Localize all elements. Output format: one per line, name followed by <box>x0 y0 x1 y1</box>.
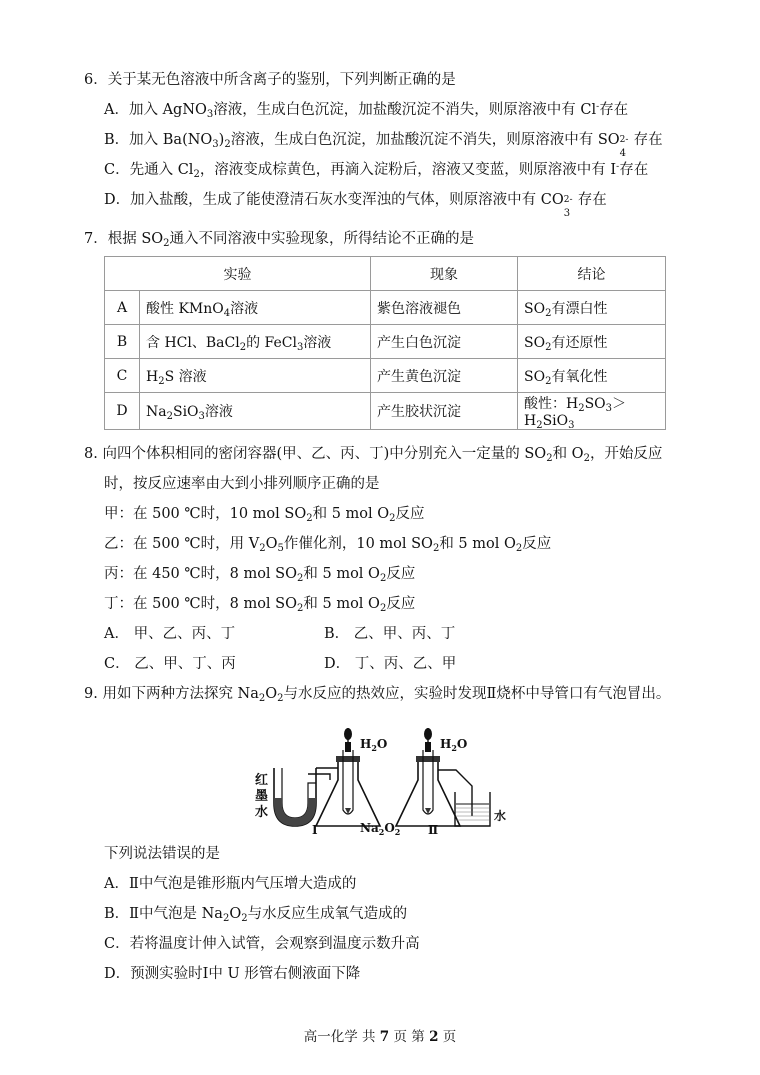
q9-sub-stem: 下列说法错误的是 <box>104 846 220 862</box>
h2o-label-1: $H_2O$ <box>360 737 388 753</box>
row-phenomenon: 产生白色沉淀 <box>371 325 518 359</box>
q9-option-b[interactable]: B．Ⅱ中气泡是 $Na_2O_2$与水反应生成氧气造成的 <box>104 906 408 924</box>
page-footer: 高一化学 共 7 页 第 2 页 <box>303 1029 457 1045</box>
row-conclusion: $SO_2$有漂白性 <box>518 291 666 325</box>
red-ink-label-3: 水 <box>255 805 269 820</box>
row-label: D <box>105 393 140 430</box>
label-ii: Ⅱ <box>428 823 439 837</box>
q8-case-bing: 丙：在 450 ℃时，8 mol $SO_2$和 5 mol $O_2$反应 <box>104 566 416 584</box>
q8-option-d[interactable]: D． 丁、丙、乙、甲 <box>324 656 457 672</box>
q8-option-b[interactable]: B． 乙、甲、丙、丁 <box>324 626 456 642</box>
row-phenomenon: 紫色溶液褪色 <box>371 291 518 325</box>
row-conclusion: 酸性：$H_2SO_3>H_2SiO_3$ <box>518 393 666 430</box>
q8-case-jia: 甲：在 500 ℃时，10 mol $SO_2$和 5 mol $O_2$反应 <box>104 506 425 524</box>
header-conclusion: 结论 <box>518 257 666 291</box>
row-experiment: 酸性 KMnO$_4$溶液 <box>140 291 371 325</box>
q9-apparatus-diagram <box>250 728 510 838</box>
q6-option-a[interactable]: A．加入 AgNO$_3$溶液，生成白色沉淀，加盐酸沉淀不消失，则原溶液中有 Cl-存在 <box>104 102 629 120</box>
table-row <box>105 291 666 325</box>
q9-option-c[interactable]: C．若将温度计伸入试管，会观察到温度示数升高 <box>104 936 420 952</box>
q9-option-a[interactable]: A．Ⅱ中气泡是锥形瓶内气压增大造成的 <box>104 876 357 892</box>
q6-option-d[interactable]: D．加入盐酸，生成了能使澄清石灰水变浑浊的气体，则原溶液中有 CO 2- 3 存在 <box>104 192 607 219</box>
row-experiment: $Na_2SiO_3$溶液 <box>140 393 371 430</box>
h2o-label-2: $H_2O$ <box>440 737 468 753</box>
header-experiment: 实验 <box>105 257 371 291</box>
header-phenomenon: 现象 <box>371 257 518 291</box>
q9-option-d[interactable]: D．预测实验时Ⅰ中 U 形管右侧液面下降 <box>104 966 361 982</box>
row-experiment: 含 HCl、BaCl$_2$的 FeCl$_3$溶液 <box>140 325 371 359</box>
na2o2-label: $Na_2O_2$ <box>360 821 401 837</box>
row-label: B <box>105 325 140 359</box>
row-conclusion: $SO_2$有还原性 <box>518 325 666 359</box>
q8-option-c[interactable]: C． 乙、甲、丁、丙 <box>104 656 236 672</box>
q8-stem: 8. 向四个体积相同的密闭容器(甲、乙、丙、丁)中分别充入一定量的 $SO_2$和 $O_2$，开始反应 <box>84 446 663 464</box>
q7-stem: 7．根据 $SO_2$通入不同溶液中实验现象，所得结论不正确的是 <box>84 231 475 249</box>
table-row <box>105 325 666 359</box>
row-label: C <box>105 359 140 393</box>
red-ink-label-1: 红 <box>255 773 269 788</box>
q8-stem-cont: 时，按反应速率由大到小排列顺序正确的是 <box>104 476 380 492</box>
q8-case-ding: 丁：在 500 ℃时，8 mol $SO_2$和 5 mol $O_2$反应 <box>104 596 416 614</box>
q6-stem: 6．关于某无色溶液中所含离子的鉴别，下列判断正确的是 <box>84 72 456 88</box>
table-row <box>105 359 666 393</box>
q7-table-header <box>105 257 666 291</box>
q7-table <box>104 256 666 430</box>
q6-option-c[interactable]: C．先通入 $Cl_2$，溶液变成棕黄色，再滴入淀粉后，溶液又变蓝，则原溶液中有 I-存在 <box>104 162 649 180</box>
label-i: Ⅰ <box>312 823 318 837</box>
table-row <box>105 393 666 430</box>
row-experiment: $H_2S$ 溶液 <box>140 359 371 393</box>
q6-option-b[interactable]: B．加入 $Ba(NO_3)_2$溶液，生成白色沉淀，加盐酸沉淀不消失，则原溶液中有 SO 2- 4 存在 <box>104 132 663 159</box>
row-label: A <box>105 291 140 325</box>
red-ink-label-2: 墨 <box>255 789 269 804</box>
row-phenomenon: 产生黄色沉淀 <box>371 359 518 393</box>
q9-stem: 9. 用如下两种方法探究 $Na_2O_2$与水反应的热效应，实验时发现Ⅱ烧杯中导管口有气泡冒出。 <box>84 686 671 704</box>
q8-case-yi: 乙：在 500 ℃时，用 $V_2O_5$作催化剂，10 mol $SO_2$和 5 mol $O_2$反应 <box>104 536 552 554</box>
row-phenomenon: 产生胶状沉淀 <box>371 393 518 430</box>
row-conclusion: $SO_2$有氧化性 <box>518 359 666 393</box>
q8-option-a[interactable]: A． 甲、乙、丙、丁 <box>104 626 236 642</box>
beaker-water-label: 水 <box>494 809 507 823</box>
